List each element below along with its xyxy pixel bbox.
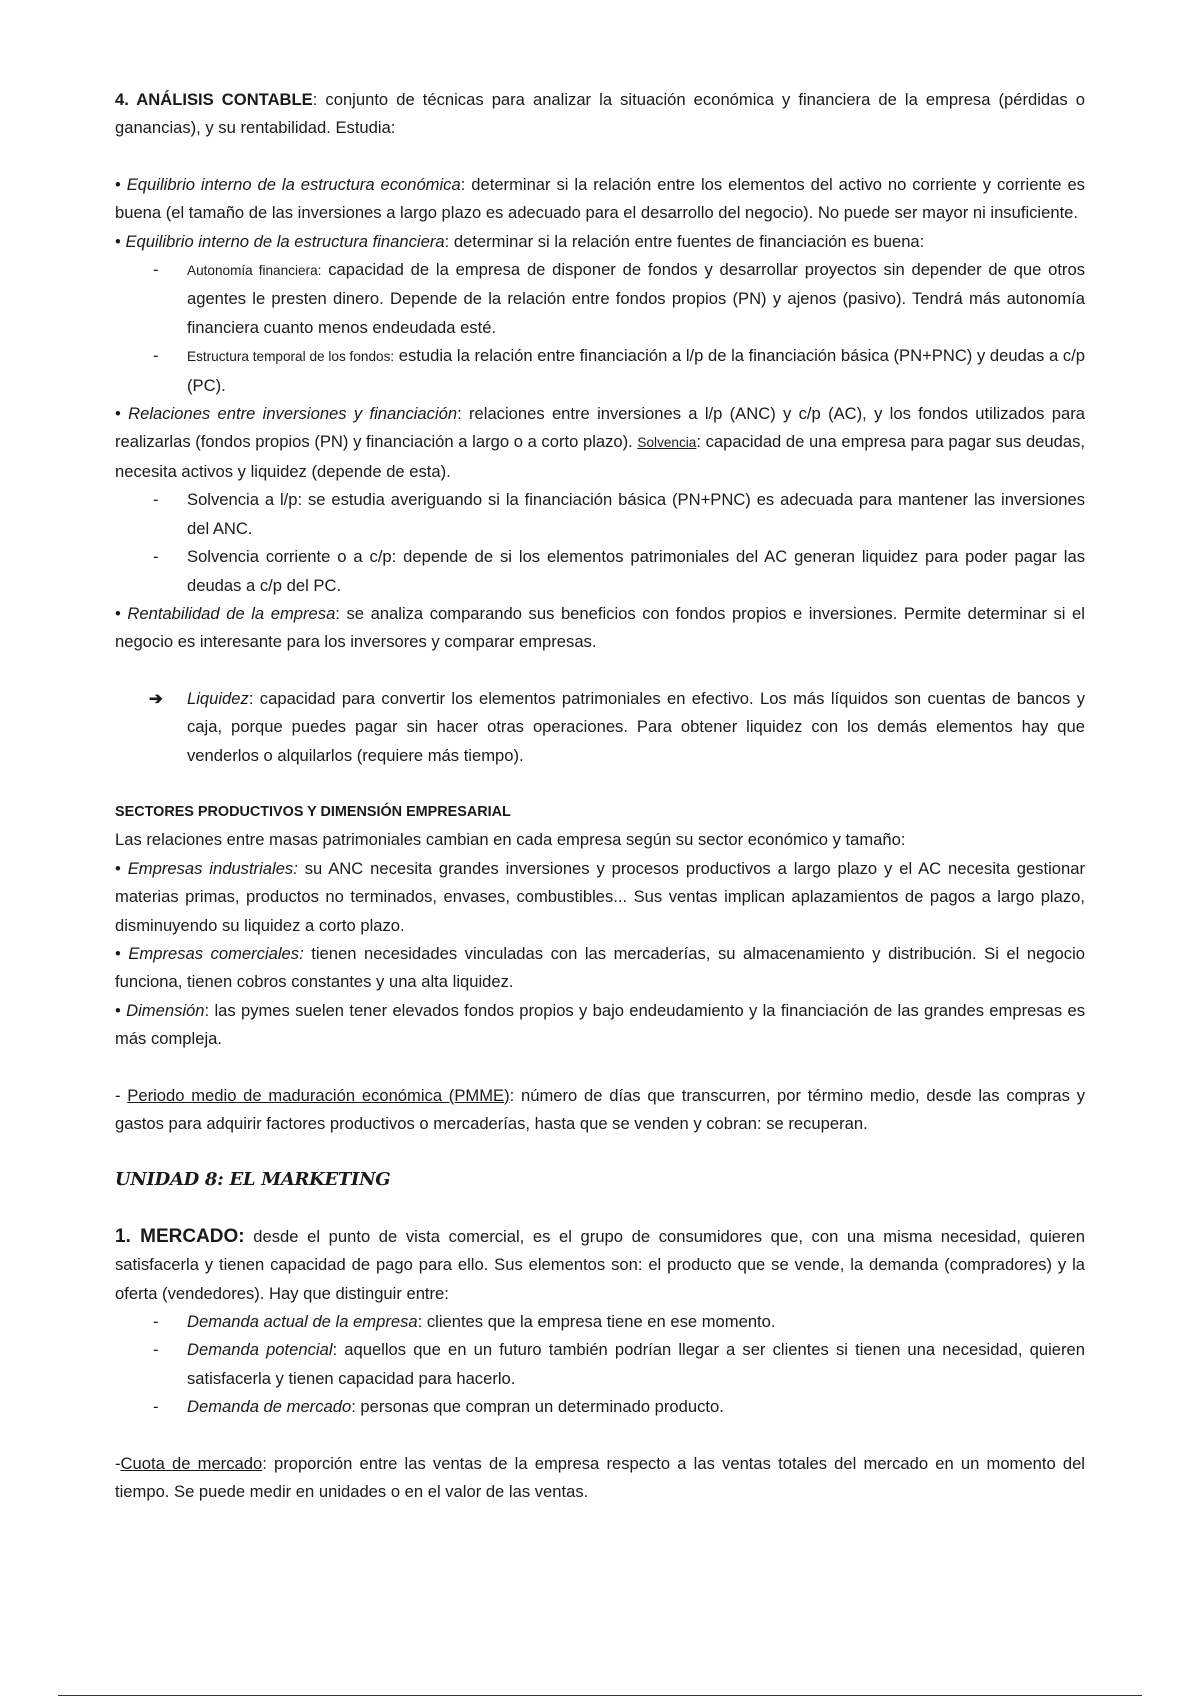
bullet-estructura-economica	[115, 171, 1085, 228]
bullet-comerciales	[115, 940, 1085, 997]
bullet-rentabilidad	[115, 600, 1085, 657]
dash-glyph: -	[153, 490, 159, 510]
document-page	[115, 86, 1085, 1506]
dash-text: capacidad de la empresa de disponer de fondos y desarrollar proyectos sin depender de que otros agentes le presten dinero. Depende de la relación entre fondos propios (PN) y ajenos (pasivo). Tendrá más autonomía financiera cuanto menos endeudada esté.	[187, 260, 1085, 337]
sectores-heading: SECTORES PRODUCTIVOS Y DIMENSIÓN EMPRESARIAL	[115, 803, 511, 820]
bullet-text: tienen necesidades vinculadas con las mercaderías, su almacenamiento y distribución. Si el negocio funciona, tienen cobros constantes y una alta liquidez.	[115, 943, 1085, 992]
sectores-intro: Las relaciones entre masas patrimoniales cambian en cada empresa según su sector económico y tamaño:	[115, 830, 906, 850]
dash-text: Solvencia corriente o a c/p: depende de si los elementos patrimoniales del AC generan liquidez para poder pagar las deudas a c/p del PC.	[187, 547, 1085, 595]
bullet-glyph: •	[115, 858, 121, 878]
arrow-icon: ➔	[149, 688, 163, 708]
bullet-text: : relaciones entre inversiones a l/p (ANC) y c/p (AC), y los fondos utilizados para realizarlas (fondos propios (PN) y financiación a largo o a corto plazo).	[115, 404, 1085, 452]
bullet-text: su ANC necesita grandes inversiones y procesos productivos a largo plazo y el AC necesita gestionar materias primas, productos no terminados, envases, combustibles... Sus ventas implican aplazamientos de pagos a largo plazo, disminuyendo su liquidez a corto plazo.	[115, 858, 1085, 935]
solvencia-text: : capacidad de una empresa para pagar sus deudas, necesita activos y liquidez (depende de esta).	[115, 432, 1086, 481]
dash-text: : personas que compran un determinado producto.	[351, 1397, 724, 1417]
arrow-term: Liquidez	[187, 688, 249, 708]
dash-item-estructura-temporal	[115, 342, 1085, 400]
dash-item-demanda-mercado	[115, 1393, 1085, 1421]
section-4-title: 4. ANÁLISIS CONTABLE	[115, 90, 313, 109]
mercado-intro-text: desde el punto de vista comercial, es el grupo de consumidores que, con una misma necesidad, quieren satisfacerla y tienen capacidad de pago para ello. Sus elementos son: el producto que se vende, la demanda (compradores) y la oferta (vendedores). Hay que distinguir entre:	[115, 1226, 1085, 1303]
unit-title: UNIDAD 8: EL MARKETING	[115, 1169, 391, 1191]
dash-term: Estructura temporal de los fondos:	[187, 349, 395, 365]
dash-glyph: -	[153, 346, 159, 366]
dash-term: Autonomía financiera:	[187, 263, 322, 279]
dash-glyph: -	[115, 1085, 128, 1105]
bullet-glyph: •	[115, 1000, 121, 1020]
bullet-term: Relaciones entre inversiones y financiación	[128, 404, 458, 424]
dash-text: : clientes que la empresa tiene en ese momento.	[417, 1312, 776, 1332]
solvencia-term: Solvencia	[637, 435, 697, 451]
bullet-term: Empresas comerciales:	[128, 943, 304, 963]
bullet-text: : las pymes suelen tener elevados fondos propios y bajo endeudamiento y la financiación de las grandes empresas es más compleja.	[115, 1000, 1085, 1049]
dash-item-demanda-potencial	[115, 1336, 1085, 1393]
arrow-text: : capacidad para convertir los elementos patrimoniales en efectivo. Los más líquidos son cuentas de bancos y caja, porque puedes pagar sin hacer otras operaciones. Para obtener liquidez con los demás elementos hay que venderlos o alquilarlos (requiere más tiempo).	[187, 688, 1085, 765]
bullet-term: Dimensión	[126, 1000, 205, 1020]
bullet-term: Equilibrio interno de la estructura financiera	[125, 231, 445, 251]
dash-glyph: -	[153, 547, 159, 567]
dash-item-solvencia-lp	[115, 486, 1085, 543]
dash-glyph: -	[153, 260, 159, 280]
cuota-term: Cuota de mercado	[120, 1453, 263, 1473]
dash-item-demanda-actual	[115, 1308, 1085, 1336]
mercado-title: 1. MERCADO:	[115, 1225, 245, 1247]
arrow-item-liquidez	[115, 685, 1085, 770]
bullet-glyph: •	[115, 603, 121, 623]
dash-glyph: -	[153, 1340, 159, 1360]
bullet-glyph: •	[115, 404, 121, 424]
bullet-glyph: •	[115, 174, 121, 194]
dash-item-solvencia-cp	[115, 543, 1085, 600]
dash-glyph: -	[153, 1397, 159, 1417]
footer-rule	[58, 1695, 1142, 1696]
dash-text: : aquellos que en un futuro también podrían llegar a ser clientes si tienen una necesidad, quieren satisfacerla y tienen capacidad para hacerlo.	[187, 1340, 1086, 1388]
bullet-dimension	[115, 997, 1085, 1054]
bullet-text: : determinar si la relación entre fuentes de financiación es buena:	[444, 231, 925, 251]
pmme-term: Periodo medio de maduración económica (PMME)	[127, 1085, 510, 1105]
dash-glyph: -	[115, 1453, 121, 1473]
bullet-term: Empresas industriales:	[127, 858, 298, 878]
section-4-intro	[115, 86, 1085, 143]
pmme-text: : número de días que transcurren, por término medio, desde las compras y gastos para adquirir factores productivos o mercaderías, hasta que se venden y cobran: se recuperan.	[115, 1085, 1086, 1133]
bullet-text: : determinar si la relación entre los elementos del activo no corriente y corriente es buena (el tamaño de las inversiones a largo plazo es adecuado para el desarrollo del negocio). No puede ser mayor ni insuficiente.	[115, 174, 1085, 223]
bullet-term: Rentabilidad de la empresa	[127, 603, 336, 623]
section-4-intro-text: : conjunto de técnicas para analizar la situación económica y financiera de la empresa (pérdidas o ganancias), y su rentabilidad. Estudia:	[115, 90, 1085, 138]
dash-term: Demanda de mercado	[187, 1397, 352, 1417]
dash-item-autonomia	[115, 256, 1085, 342]
bullet-relaciones	[115, 400, 1085, 486]
mercado-intro	[115, 1223, 1085, 1308]
bullet-industriales	[115, 855, 1085, 940]
dash-term: Demanda actual de la empresa	[187, 1312, 418, 1332]
cuota-paragraph	[115, 1450, 1085, 1507]
dash-text: Solvencia a l/p: se estudia averiguando si la financiación básica (PN+PNC) es adecuada para mantener las inversiones del ANC.	[187, 490, 1085, 538]
dash-term: Demanda potencial	[187, 1340, 333, 1360]
dash-text: estudia la relación entre financiación a l/p de la financiación básica (PN+PNC) y deudas a c/p (PC).	[187, 346, 1085, 395]
dash-glyph: -	[153, 1312, 159, 1332]
bullet-estructura-financiera	[115, 228, 1085, 256]
bullet-term: Equilibrio interno de la estructura económica	[126, 174, 461, 194]
bullet-glyph: •	[115, 231, 121, 251]
bullet-glyph: •	[115, 943, 121, 963]
cuota-text: : proporción entre las ventas de la empresa respecto a las ventas totales del mercado en un momento del tiempo. Se puede medir en unidades o en el valor de las ventas.	[115, 1453, 1085, 1502]
bullet-text: : se analiza comparando sus beneficios con fondos propios e inversiones. Permite determinar si el negocio es interesante para los inversores y comparar empresas.	[115, 603, 1085, 652]
pmme-paragraph	[115, 1082, 1085, 1139]
